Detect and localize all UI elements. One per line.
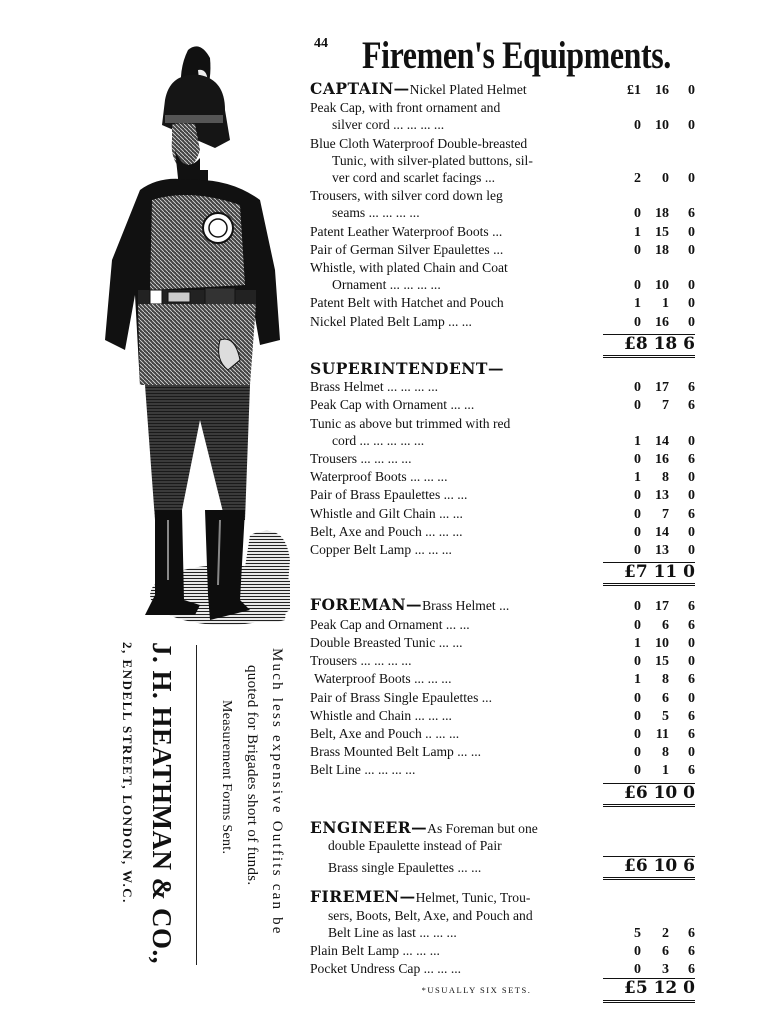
item-price: 1 8 0 [634,470,695,486]
item-description: cord ... ... ... ... ... [332,432,425,448]
list-item [310,468,695,486]
note-line-2: quoted for Brigades short of funds. [244,665,260,886]
section-heading: FOREMAN— [310,596,423,615]
item-price: 0 11 6 [634,726,695,742]
list-item [310,450,695,468]
list-item [310,725,695,743]
item-price: 0 6 6 [634,617,695,633]
section-engineer [310,819,695,881]
item-price: 0 14 0 [634,524,695,540]
list-item [310,761,695,779]
section-total: £6 10 0 [603,783,695,807]
list-item [310,99,695,116]
item-price: 0 6 6 [634,943,695,959]
item-price: 0 17 6 [634,380,695,396]
item-price: 0 7 6 [634,398,695,414]
item-price: 0 10 0 [634,278,695,294]
list-item [310,616,695,634]
item-description: Brass Helmet ... ... ... ... [310,379,438,395]
item-price: 0 16 6 [634,452,695,468]
item-description: Ornament ... ... ... ... [332,277,441,293]
fireman-engraving-icon [100,40,290,635]
item-price: 1 15 0 [634,224,695,240]
fireman-illustration [100,40,290,635]
item-description: sers, Boots, Belt, Axe, and Pouch and [328,907,533,923]
item-price: 0 6 0 [634,690,695,706]
item-price: 5 2 6 [634,925,695,941]
list-item [310,241,695,259]
list-item [310,80,695,99]
list-item [310,259,695,276]
list-item [310,294,695,312]
list-item [310,596,695,615]
list-item [310,505,695,523]
item-description: Peak Cap and Ornament ... ... [310,616,470,632]
list-item [310,378,695,396]
item-description: Belt Line as last ... ... ... [328,924,457,940]
item-description: Brass Mounted Belt Lamp ... ... [310,744,482,760]
item-description: Peak Cap, with front ornament and [310,100,501,116]
section-superintendent [310,360,695,586]
list-item [310,743,695,761]
list-item [310,942,695,960]
item-price: 0 16 0 [634,314,695,330]
list-item [310,415,695,432]
item-description: Trousers, with silver cord down leg [310,188,503,204]
vertical-divider [196,645,197,965]
section-total: £5 12 0 [603,978,695,1002]
item-price: 0 15 0 [634,654,695,670]
item-description: seams ... ... ... ... [332,205,420,221]
list-item [310,223,695,241]
item-price: 0 7 6 [634,506,695,522]
item-description: Trousers ... ... ... ... [310,653,412,669]
list-item [310,486,695,504]
section-heading: FIREMEN— [310,888,416,907]
list-item [310,523,695,541]
item-description: Plain Belt Lamp ... ... ... [310,942,440,958]
item-description: Whistle and Chain ... ... ... [310,707,452,723]
item-price: 1 14 0 [634,433,695,449]
list-item [310,960,695,978]
company-address: 2, ENDELL STREET, LONDON, W.C. [120,642,135,904]
item-price: 1 8 6 [634,672,695,688]
section-captain [310,80,695,358]
section-firemen [310,888,695,1002]
list-item [310,689,695,707]
section-total: £8 18 6 [603,334,695,358]
company-name: J. H. HEATHMAN & CO., [147,642,177,964]
page-title: Firemen's Equipments. [362,34,671,77]
item-price: 0 18 0 [634,242,695,258]
list-item [310,707,695,725]
item-price: 0 5 6 [634,708,695,724]
item-description: Peak Cap with Ornament ... ... [310,397,475,413]
item-price: 0 13 0 [634,543,695,559]
item-description: Brass Helmet ... [422,598,510,614]
item-description: double Epaulette instead of Pair [328,837,502,853]
item-description: Tunic as above but trimmed with red [310,415,511,431]
item-description: Pair of Brass Single Epaulettes ... [310,689,492,705]
section-heading: ENGINEER— [310,818,428,837]
note-line-1: Much less expensive Outfits can be [269,648,285,936]
item-description: Copper Belt Lamp ... ... ... [310,542,452,558]
item-description: As Foreman but one [427,820,538,836]
item-description: Waterproof Boots ... ... ... [314,671,452,687]
item-description: Belt, Axe and Pouch ... ... ... [310,523,463,539]
section-heading: CAPTAIN— [310,80,410,98]
item-description: Blue Cloth Waterproof Double-breasted [310,135,528,151]
list-item [310,541,695,559]
item-price: 1 1 0 [634,296,695,312]
item-price: 0 17 6 [634,599,695,615]
item-description: Nickel Plated Belt Lamp ... ... [310,313,472,329]
footnote: *USUALLY SIX SETS. [421,984,532,995]
item-description: Pair of German Silver Epaulettes ... [310,241,504,257]
list-item [310,116,695,134]
item-description: Patent Belt with Hatchet and Pouch [310,295,504,311]
item-description: silver cord ... ... ... ... [332,117,445,133]
section-heading: SUPERINTENDENT— [310,360,504,379]
item-description: Whistle, with plated Chain and Coat [310,260,508,276]
item-price: 0 13 0 [634,488,695,504]
item-description: Trousers ... ... ... ... [310,451,412,467]
item-description: Nickel Plated Helmet [409,82,527,97]
item-price: 0 18 6 [634,206,695,222]
item-description: Belt, Axe and Pouch .. ... ... [310,725,460,741]
page-number: 44 [314,36,328,51]
list-item [310,652,695,670]
list-item [310,187,695,204]
item-price: £1 16 0 [627,83,695,98]
section-total: £7 11 0 [603,562,695,586]
note-line-3: Measurement Forms Sent. [219,700,234,855]
list-item [310,670,695,688]
item-description: ver cord and scarlet facings ... [332,170,496,186]
item-description: Pocket Undress Cap ... ... ... [310,961,462,977]
list-item [310,888,695,906]
section-foreman [310,596,695,806]
item-price: 0 1 6 [634,763,695,779]
section-total: £6 10 6 [603,856,695,880]
item-price: 2 0 0 [634,171,695,187]
item-description: Patent Leather Waterproof Boots ... [310,223,503,239]
item-price: 0 10 0 [634,118,695,134]
list-item [310,313,695,331]
price-list [310,80,695,1003]
list-item [310,396,695,414]
item-price: 0 8 0 [634,745,695,761]
item-price: 1 10 0 [634,635,695,651]
item-description: Helmet, Tunic, Trou- [415,890,531,906]
item-description: Waterproof Boots ... ... ... [310,469,448,485]
item-description: Whistle and Gilt Chain ... ... [310,505,463,521]
list-item [310,634,695,652]
item-description: Pair of Brass Epaulettes ... ... [310,487,468,503]
item-description: Tunic, with silver-plated buttons, sil- [332,152,533,168]
item-price: 0 3 6 [634,962,695,978]
item-description: Double Breasted Tunic ... ... [310,634,463,650]
item-description: Belt Line ... ... ... ... [310,762,416,778]
item-description: Brass single Epaulettes ... ... [328,859,482,875]
list-item [310,135,695,152]
